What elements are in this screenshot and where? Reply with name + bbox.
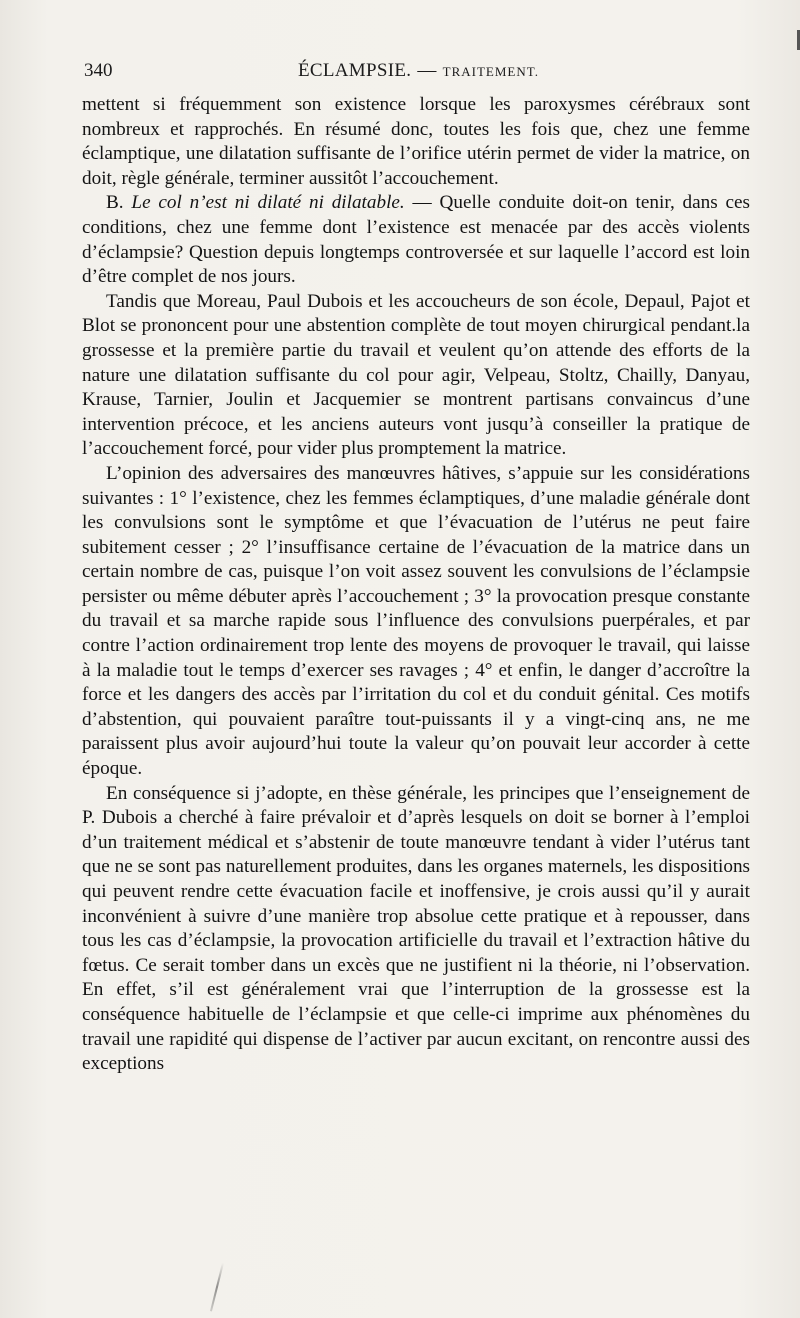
paragraph-2-lead: B.	[106, 192, 124, 214]
paragraph-3: Tandis que Moreau, Paul Dubois et les accoucheurs de son école, Depaul, Pajot et Blot se prononcent pour une abstention complète de tout moyen chirurgical pendant.la grossesse et la première partie du travail et veulent qu’on attende des efforts de la nature une dilatation suffisante du col pour agir, Velpeau, Stoltz, Chailly, Danyau, Krause, Tarnier, Joulin et Jacquemier se montrent partisans convaincus d’une intervention précoce, et les anciens auteurs vont jusqu’à conseiller la pratique de l’accouchement forcé, pour vider plus promptement la matrice.	[82, 290, 750, 460]
running-title-main: ÉCLAMPSIE.	[298, 60, 412, 81]
page-number: 340	[84, 60, 113, 81]
running-title-sub: TRAITEMENT.	[442, 64, 539, 79]
running-title-dash: —	[417, 60, 437, 81]
paragraph-2-heading: Le col n’est ni dilaté ni dilatable.	[131, 192, 405, 214]
paragraph-2-text: — Quelle conduite doit-on tenir, dans ces conditions, chez une femme dont l’existence est menacée par des accès violents d’éclampsie? Question depuis longtemps controversée et sur laquelle l’accord est loin d’être complet de nos jours.	[82, 192, 751, 288]
running-title	[298, 60, 539, 82]
paragraph-4: L’opinion des adversaires des manœuvres hâtives, s’appuie sur les considérations suivantes : 1° l’existence, chez les femmes éclamptiques, d’une maladie générale dont les convulsions sont le symptôme et que l’évacuation de l’utérus ne peut faire subitement cesser ; 2° l’insuffisance certaine de l’évacuation de la matrice dans un certain nombre de cas, puisque l’on voit assez souvent les convulsions de l’éclampsie persister ou même débuter après l’accouchement ; 3° la provocation presque constante du travail et sa marche rapide sous l’influence des convulsions puerpérales, et par contre l’action ordinairement trop lente des moyens de provoquer le travail, qui laisse à la maladie tout le temps d’exercer ses ravages ; 4° et enfin, le danger d’accroître la force et les dangers des accès par l’irritation du col et du conduit génital. Ces motifs d’abstention, qui pouvaient paraître tout-puissants il y a vingt-cinq ans, ne me paraissent plus avoir aujourd’hui toute la valeur qu’on pouvait leur accorder à cette époque.	[82, 462, 750, 780]
running-header	[84, 60, 750, 86]
paragraph-5: En conséquence si j’adopte, en thèse générale, les principes que l’enseignement de P. Dubois a cherché à faire prévaloir et d’après lesquels on doit se borner à l’emploi d’un traitement médical et s’abstenir de toute manœuvre tendant à vider l’utérus tant que ne se sont pas naturellement produites, dans les organes maternels, les dispositions qui peuvent rendre cette évacuation facile et inoffensive, je crois aussi qu’il y aurait inconvénient à suivre d’une manière trop absolue cette pratique et à repousser, dans tous les cas d’éclampsie, la provocation artificielle du travail et l’extraction hâtive du fœtus. Ce serait tomber dans un excès que ne justifient ni la théorie, ni l’observation. En effet, s’il est généralement vrai que l’interruption de la grossesse est la conséquence habituelle de l’éclampsie et que celle-ci imprime aux phénomènes du travail une rapidité qui dispense de l’activer par aucun excitant, on rencontre aussi des exceptions	[82, 782, 750, 1075]
paragraph-2	[82, 191, 750, 289]
body-text	[82, 93, 750, 1077]
ink-stain-mark	[210, 1263, 224, 1312]
paragraph-1: mettent si fréquemment son existence lorsque les paroxysmes cérébraux sont nombreux et rapprochés. En résumé donc, toutes les fois que, chez une femme éclamptique, une dilatation suffisante de l’orifice utérin permet de vider la matrice, on doit, règle générale, terminer aussitôt l’accouchement.	[82, 94, 750, 189]
